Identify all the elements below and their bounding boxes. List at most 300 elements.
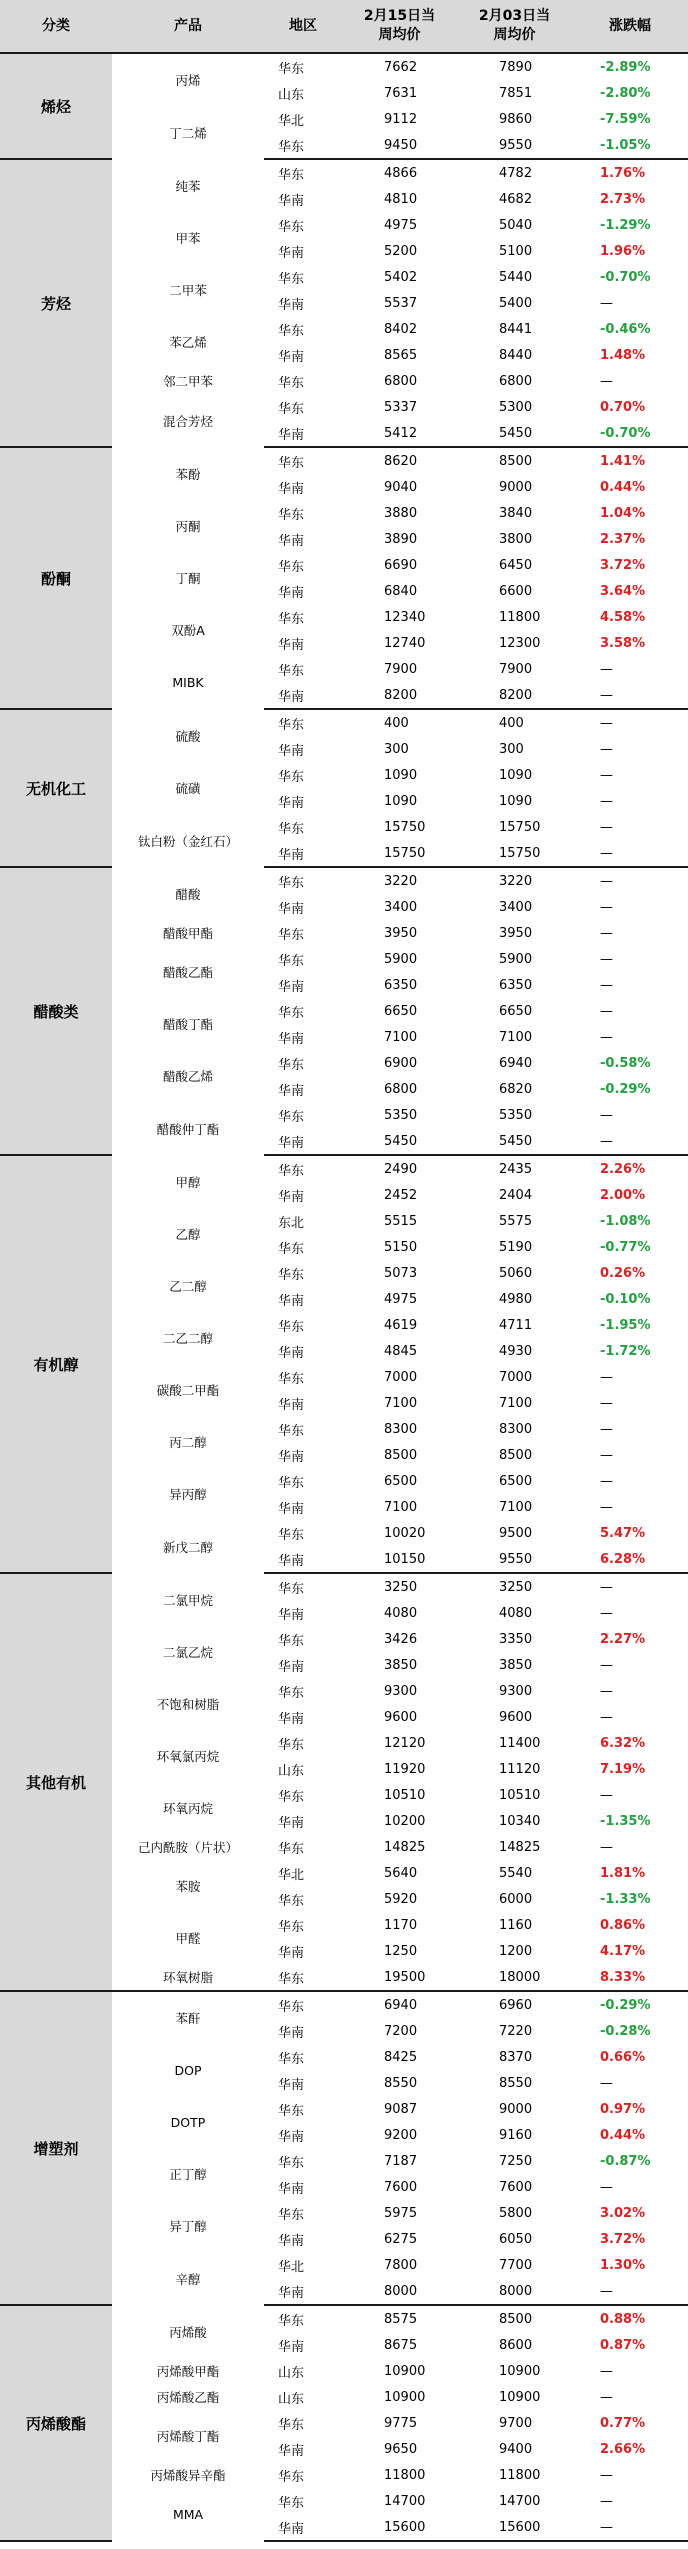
price-previous-cell: 3250 [499,1579,533,1595]
price-current-cell: 6800 [384,373,418,389]
change-cell: 3.64% [600,583,646,599]
price-previous-cell: 5800 [499,2205,533,2221]
price-current-cell: 10510 [384,1787,426,1803]
price-previous-cell: 9600 [499,1709,533,1725]
change-cell: 2.73% [600,191,646,207]
region-cell: 华东 [278,1789,305,1805]
region-cell: 华东 [278,2313,305,2329]
price-current-cell: 2452 [384,1187,418,1203]
change-cell: 1.81% [600,1865,646,1881]
price-current-cell: 5200 [384,243,418,259]
change-cell: 4.17% [600,1943,646,1959]
region-cell: 华南 [278,1031,305,1047]
price-previous-cell: 3350 [499,1631,533,1647]
price-previous-cell: 4080 [499,1605,533,1621]
price-current-cell: 11920 [384,1761,426,1777]
price-current-cell: 11800 [384,2467,426,2483]
region-cell: 华东 [278,1267,305,1283]
price-current-cell: 1090 [384,767,418,783]
table-row [0,867,688,894]
product-cell: 己内酰胺（片状） [137,1840,238,1855]
price-previous-cell: 8500 [499,1447,533,1463]
category-cell: 其他有机 [0,1573,112,1991]
price-current-cell: 5150 [384,1239,418,1255]
region-cell: 华南 [264,682,342,709]
product-cell: 醋酸甲酯 [162,926,213,941]
region-cell: 山东 [278,2365,305,2381]
price-previous-cell: 10340 [499,1813,541,1829]
price-current-cell: 5412 [342,420,457,447]
price-previous-cell: 8370 [499,2049,533,2065]
price-current-cell: 9112 [384,111,418,127]
header-product: 产品 [112,0,264,53]
region-cell: 华东 [278,953,305,969]
change-cell: -1.95% [600,1317,651,1333]
price-previous-cell: 9550 [457,132,572,159]
change-cell: 3.72% [600,2231,646,2247]
region-cell: 华南 [278,2339,305,2355]
change-cell: 3.02% [600,2205,646,2221]
change-cell: — [600,1839,613,1855]
region-cell: 华南 [264,1546,342,1573]
region-cell: 山东 [278,1763,305,1779]
price-previous-cell: 8500 [499,453,533,469]
price-previous-cell: 300 [499,741,524,757]
price-previous-cell: 3850 [499,1657,533,1673]
region-cell: 华东 [278,1057,305,1073]
change-cell: -1.05% [572,132,688,159]
product-cell: 钛白粉（金红石） [137,833,238,849]
change-cell: — [600,2467,613,2483]
region-cell: 华东 [278,2495,305,2511]
change-cell: 2.37% [600,531,646,547]
price-current-cell: 5402 [384,269,418,285]
region-cell: 山东 [278,87,305,103]
price-previous-cell: 6350 [499,977,533,993]
change-cell: 1.30% [600,2257,646,2273]
product-cell: 二氯甲烷 [162,1592,213,1608]
change-cell: — [600,1499,613,1515]
product-cell: 丙烯 [175,73,201,88]
price-previous-cell: 5540 [499,1865,533,1881]
change-cell: — [572,1128,688,1155]
product-cell: 纯苯 [175,178,201,194]
price-previous-cell: 5040 [499,217,533,233]
change-cell: — [572,682,688,709]
region-cell: 华南 [264,420,342,447]
price-current-cell: 15750 [342,840,457,867]
region-cell: 华东 [278,61,305,77]
region-cell: 华南 [278,193,305,209]
price-previous-cell: 5060 [499,1265,533,1281]
product-cell: 丙烯酸甲酯 [156,2364,220,2379]
change-cell: — [600,1107,613,1123]
table-body [0,53,688,2541]
change-cell: 4.58% [600,609,646,625]
product-cell: 硫酸 [175,728,201,744]
product-cell: 丙二醇 [169,1435,207,1450]
region-cell: 华南 [264,840,342,867]
change-cell: 0.70% [600,399,646,415]
price-previous-cell: 9700 [499,2415,533,2431]
change-cell: 7.19% [600,1761,646,1777]
region-cell: 华南 [264,2514,342,2541]
change-cell: — [600,925,613,941]
region-cell: 东北 [278,1215,305,1231]
region-cell: 华南 [278,1397,305,1413]
change-cell: 0.66% [600,2049,646,2065]
region-cell: 华南 [278,1293,305,1309]
change-cell: — [600,1003,613,1019]
change-cell: — [600,661,613,677]
change-cell: 0.87% [600,2337,646,2353]
change-cell: 1.41% [600,453,646,469]
price-previous-cell: 5440 [499,269,533,285]
price-previous-cell: 6820 [499,1081,533,1097]
price-current-cell: 5975 [384,2205,418,2221]
price-current-cell: 10200 [384,1813,426,1829]
header-category: 分类 [0,0,112,53]
price-previous-cell: 5450 [457,420,572,447]
region-cell: 华东 [278,1527,305,1543]
price-current-cell: 3426 [384,1631,418,1647]
change-cell: — [600,1683,613,1699]
price-previous-cell: 7000 [499,1369,533,1385]
price-current-cell: 6840 [384,583,418,599]
region-cell: 华东 [278,1919,305,1935]
change-cell: -1.33% [600,1891,651,1907]
change-cell: — [600,715,613,731]
price-current-cell: 7900 [384,661,418,677]
region-cell: 华东 [278,401,305,417]
change-cell: 2.27% [600,1631,646,1647]
price-current-cell: 9087 [384,2101,418,2117]
price-current-cell: 4810 [384,191,418,207]
change-cell: — [600,1421,613,1437]
price-previous-cell: 8200 [457,682,572,709]
price-current-cell: 8500 [384,1447,418,1463]
price-previous-cell: 6800 [499,373,533,389]
price-current-cell: 4080 [384,1605,418,1621]
product-cell: 甲醛 [175,1931,201,1946]
change-cell: 2.26% [600,1161,646,1177]
change-cell: -0.70% [572,420,688,447]
change-cell: — [600,899,613,915]
region-cell: 华南 [278,1815,305,1831]
price-previous-cell: 7100 [499,1499,533,1515]
product-cell: 正丁醇 [169,2167,207,2182]
product-cell: 二乙二醇 [162,1331,213,1346]
region-cell: 华东 [278,2051,305,2067]
price-previous-cell: 8600 [499,2337,533,2353]
product-cell: 异丙醇 [169,1487,207,1502]
region-cell: 华南 [278,2025,305,2041]
category-cell: 芳烃 [0,159,112,447]
price-current-cell: 8200 [342,682,457,709]
region-cell: 华南 [278,1189,305,1205]
region-cell: 华东 [278,2417,305,2433]
product-cell: 苯乙烯 [169,335,207,350]
price-current-cell: 6350 [384,977,418,993]
change-cell: — [600,2363,613,2379]
region-cell: 华南 [264,2278,342,2305]
change-cell: -1.08% [600,1213,651,1229]
price-previous-cell: 10900 [499,2363,541,2379]
product-cell: 碳酸二甲酯 [156,1383,220,1398]
change-cell: — [600,1605,613,1621]
price-previous-cell: 6940 [499,1055,533,1071]
price-previous-cell: 4980 [499,1291,533,1307]
price-current-cell: 5537 [384,295,418,311]
region-cell: 华东 [278,1685,305,1701]
region-cell: 华东 [278,507,305,523]
region-cell: 华南 [278,1945,305,1961]
change-cell: — [600,2179,613,2195]
price-current-cell: 7100 [384,1499,418,1515]
product-cell: 辛醇 [175,2271,201,2287]
region-cell: 华东 [278,375,305,391]
table-row [0,1155,688,1182]
price-current-cell: 7100 [384,1395,418,1411]
region-cell: 华东 [278,323,305,339]
price-previous-cell: 4682 [499,191,533,207]
price-current-cell: 7200 [384,2023,418,2039]
price-current-cell: 4975 [384,217,418,233]
region-cell: 华南 [278,1083,305,1099]
category-cell: 酚酮 [0,447,112,709]
price-current-cell: 3890 [384,531,418,547]
change-cell: -0.87% [600,2153,651,2169]
price-previous-cell: 14825 [499,1839,541,1855]
change-cell: — [600,1709,613,1725]
region-cell: 华东 [278,271,305,287]
product-cell: 二甲苯 [169,283,207,298]
price-previous-cell: 11800 [499,609,541,625]
price-previous-cell: 18000 [457,1964,572,1991]
table-row [0,2305,688,2332]
product-cell: 双酚A [171,623,205,638]
region-cell: 华南 [278,1659,305,1675]
product-cell: 丙烯酸异辛酯 [150,2468,226,2483]
price-previous-cell: 8440 [499,347,533,363]
product-cell: MIBK [172,675,204,690]
change-cell: — [600,1029,613,1045]
price-previous-cell: 8000 [457,2278,572,2305]
change-cell: — [600,1473,613,1489]
product-cell: 甲苯 [175,231,201,246]
change-cell: 6.32% [600,1735,646,1751]
price-current-cell: 9450 [342,132,457,159]
region-cell: 华南 [264,1128,342,1155]
price-current-cell: 4975 [384,1291,418,1307]
price-previous-cell: 8500 [499,2311,533,2327]
price-previous-cell: 9500 [499,1525,533,1541]
price-previous-cell: 7851 [499,85,533,101]
region-cell: 华北 [278,2259,305,2275]
price-current-cell: 6940 [384,1997,418,2013]
price-previous-cell: 9550 [457,1546,572,1573]
price-previous-cell: 1090 [499,793,533,809]
product-cell: 醋酸乙烯 [162,1069,213,1084]
change-cell: — [600,373,613,389]
price-current-cell: 10900 [384,2389,426,2405]
price-current-cell: 12740 [384,635,426,651]
price-current-cell: 15600 [342,2514,457,2541]
category-cell: 无机化工 [0,709,112,867]
change-cell: 1.76% [600,165,646,181]
product-cell: 苯酚 [175,466,201,482]
price-previous-cell: 7700 [499,2257,533,2273]
price-previous-cell: 3400 [499,899,533,915]
price-current-cell: 7800 [384,2257,418,2273]
price-previous-cell: 15600 [457,2514,572,2541]
region-cell: 华南 [278,1345,305,1361]
price-current-cell: 6900 [384,1055,418,1071]
region-cell: 华东 [278,167,305,183]
change-cell: 0.26% [600,1265,646,1281]
price-current-cell: 9040 [384,479,418,495]
change-cell: — [600,1579,613,1595]
price-previous-cell: 9000 [499,479,533,495]
price-previous-cell: 10510 [499,1787,541,1803]
change-cell: — [600,1395,613,1411]
change-cell: -0.46% [600,321,651,337]
change-cell: 1.04% [600,505,646,521]
price-current-cell: 6500 [384,1473,418,1489]
price-current-cell: 6800 [384,1081,418,1097]
price-previous-cell: 7900 [499,661,533,677]
category-cell: 丙烯酸酯 [0,2305,112,2541]
region-cell: 华南 [278,637,305,653]
region-cell: 华东 [278,1999,305,2015]
price-current-cell: 5515 [384,1213,418,1229]
region-cell: 华东 [278,1893,305,1909]
price-previous-cell: 6600 [499,583,533,599]
price-previous-cell: 7100 [499,1395,533,1411]
product-cell: 乙二醇 [169,1279,207,1294]
price-previous-cell: 9000 [499,2101,533,2117]
region-cell: 华南 [278,1501,305,1517]
change-cell: 1.48% [600,347,646,363]
region-cell: 华南 [278,2443,305,2459]
price-current-cell: 8300 [384,1421,418,1437]
price-previous-cell: 2404 [499,1187,533,1203]
region-cell: 华南 [278,533,305,549]
table-row [0,1991,688,2018]
product-cell: 丙烯酸丁酯 [156,2429,220,2444]
product-cell: 醋酸乙酯 [162,965,213,980]
region-cell: 华东 [278,1423,305,1439]
price-previous-cell: 7100 [499,1029,533,1045]
price-previous-cell: 10900 [499,2389,541,2405]
price-current-cell: 8550 [384,2075,418,2091]
price-previous-cell: 4711 [499,1317,533,1333]
change-cell: — [600,1369,613,1385]
price-current-cell: 300 [384,741,409,757]
price-current-cell: 9650 [384,2441,418,2457]
product-cell: DOP [174,2062,202,2078]
price-previous-cell: 3220 [499,873,533,889]
price-current-cell: 12340 [384,609,426,625]
table-header-row [0,0,688,53]
change-cell: 0.44% [600,2127,646,2143]
table-row [0,709,688,736]
change-cell: — [600,1787,613,1803]
price-previous-cell: 6650 [499,1003,533,1019]
region-cell: 华东 [278,1475,305,1491]
region-cell: 华南 [278,2233,305,2249]
region-cell: 华东 [278,769,305,785]
price-previous-cell: 5300 [499,399,533,415]
region-cell: 华东 [278,1005,305,1021]
change-cell: -0.29% [600,1997,651,2013]
product-cell: 异丁醇 [169,2219,207,2234]
product-cell: DOTP [170,2114,206,2130]
product-cell: 混合芳烃 [162,413,213,429]
product-cell: 新戊二醇 [162,1539,213,1555]
change-cell: 8.33% [572,1964,688,1991]
product-cell: 甲醇 [175,1174,201,1190]
change-cell: -0.10% [600,1291,651,1307]
price-previous-cell: 7250 [499,2153,533,2169]
change-cell: — [600,873,613,889]
change-cell: 6.28% [572,1546,688,1573]
table-row [0,159,688,186]
region-cell: 华南 [278,2181,305,2197]
price-previous-cell: 1090 [499,767,533,783]
price-current-cell: 3880 [384,505,418,521]
price-previous-cell: 8441 [499,321,533,337]
region-cell: 华南 [278,585,305,601]
region-cell: 山东 [278,2391,305,2407]
price-current-cell: 9775 [384,2415,418,2431]
price-previous-cell: 3840 [499,505,533,521]
price-current-cell: 3400 [384,899,418,915]
price-current-cell: 1170 [384,1917,418,1933]
region-cell: 华东 [278,927,305,943]
price-current-cell: 3950 [384,925,418,941]
change-cell: — [600,767,613,783]
price-previous-cell: 400 [499,715,524,731]
product-cell: 环氧氯丙烷 [156,1749,220,1764]
region-cell: 华南 [278,979,305,995]
price-previous-cell: 3950 [499,925,533,941]
price-current-cell: 9300 [384,1683,418,1699]
price-previous-cell: 9160 [499,2127,533,2143]
table-row [0,1573,688,1600]
header-price-previous: 2月03日当周均价 [457,0,572,53]
region-cell: 华东 [278,2103,305,2119]
region-cell: 华南 [278,743,305,759]
price-current-cell: 5337 [384,399,418,415]
price-previous-cell: 4782 [499,165,533,181]
change-cell: 0.86% [600,1917,646,1933]
price-previous-cell: 9400 [499,2441,533,2457]
price-previous-cell: 11120 [499,1761,541,1777]
price-previous-cell: 15750 [457,840,572,867]
change-cell: — [600,977,613,993]
change-cell: 0.77% [600,2415,646,2431]
region-cell: 华东 [278,559,305,575]
product-cell: 醋酸丁酯 [162,1017,213,1032]
price-previous-cell: 5350 [499,1107,533,1123]
price-current-cell: 6275 [384,2231,418,2247]
price-previous-cell: 11400 [499,1735,541,1751]
price-current-cell: 10900 [384,2363,426,2379]
product-cell: 乙醇 [175,1227,201,1242]
change-cell: — [600,819,613,835]
change-cell: -2.89% [600,59,651,75]
